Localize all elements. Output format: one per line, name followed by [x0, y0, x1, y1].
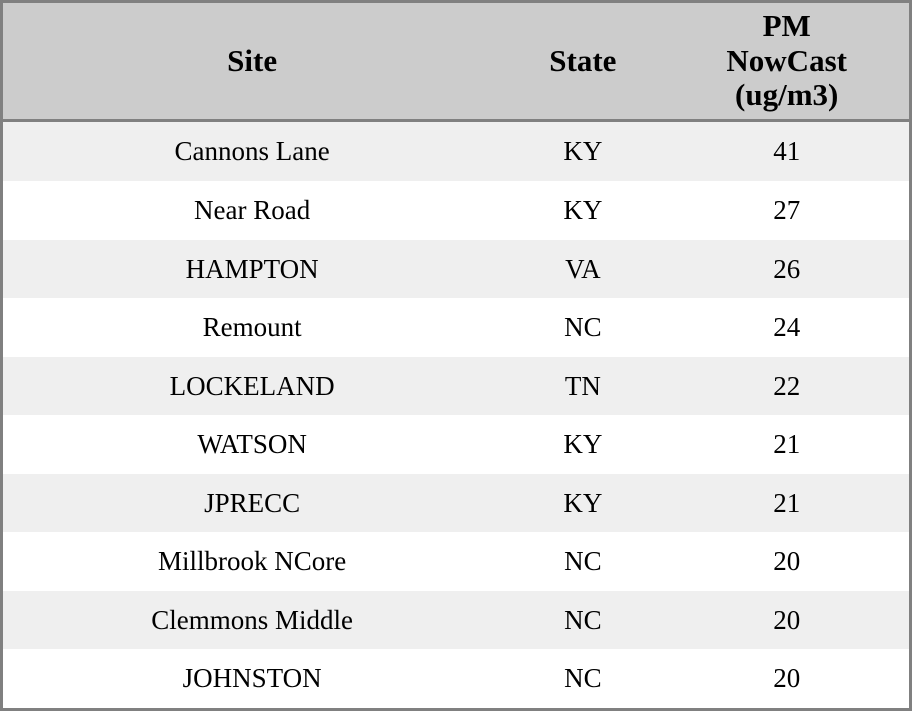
cell-site: Near Road [194, 195, 311, 226]
column-header-site [3, 3, 501, 121]
header-row [3, 3, 909, 121]
cell-site: Remount [202, 312, 302, 343]
cell-state: KY [563, 136, 603, 167]
cell-site: WATSON [197, 429, 307, 460]
table-row [3, 240, 909, 299]
table-row [3, 474, 909, 533]
cell-site: Millbrook NCore [158, 546, 347, 577]
cell-state: KY [563, 487, 603, 518]
cell-site: HAMPTON [185, 253, 319, 284]
table-body [3, 121, 909, 708]
table-row [3, 591, 909, 650]
column-header-pm-nowcast [664, 3, 909, 121]
table-row [3, 357, 909, 416]
cell-pm-nowcast: 21 [773, 487, 801, 518]
column-header-state-label: State [549, 42, 617, 78]
cell-pm-nowcast: 22 [773, 370, 801, 401]
cell-state: KY [563, 429, 603, 460]
cell-pm-nowcast: 20 [773, 546, 801, 577]
cell-pm-nowcast: 20 [773, 663, 801, 694]
cell-pm-nowcast: 27 [773, 195, 801, 226]
cell-state: KY [563, 195, 603, 226]
cell-state: NC [564, 546, 602, 577]
cell-pm-nowcast: 20 [773, 604, 801, 635]
column-header-pm-nowcast-line2: NowCast [726, 42, 847, 78]
cell-pm-nowcast: 26 [773, 253, 801, 284]
cell-site: LOCKELAND [169, 370, 335, 401]
cell-site: JPRECC [204, 487, 301, 518]
cell-state: NC [564, 663, 602, 694]
cell-pm-nowcast: 41 [773, 136, 801, 167]
table-row [3, 121, 909, 182]
column-header-site-label: Site [227, 42, 278, 78]
cell-site: Cannons Lane [174, 136, 330, 167]
table-row [3, 298, 909, 357]
table-row [3, 532, 909, 591]
cell-state: TN [564, 370, 601, 401]
column-header-pm-nowcast-line1: PM [762, 8, 811, 43]
table-row [3, 415, 909, 474]
table-row [3, 649, 909, 708]
cell-state: NC [564, 604, 602, 635]
column-header-state [501, 3, 664, 121]
cell-site: JOHNSTON [182, 663, 322, 694]
table-row [3, 181, 909, 240]
cell-state: NC [564, 312, 602, 343]
table-header [3, 3, 909, 121]
cell-state: VA [565, 253, 601, 284]
cell-pm-nowcast: 21 [773, 429, 801, 460]
column-header-pm-nowcast-line3: (ug/m3) [735, 77, 839, 113]
cell-pm-nowcast: 24 [773, 312, 801, 343]
cell-site: Clemmons Middle [151, 604, 354, 635]
pm-nowcast-table [3, 3, 909, 708]
